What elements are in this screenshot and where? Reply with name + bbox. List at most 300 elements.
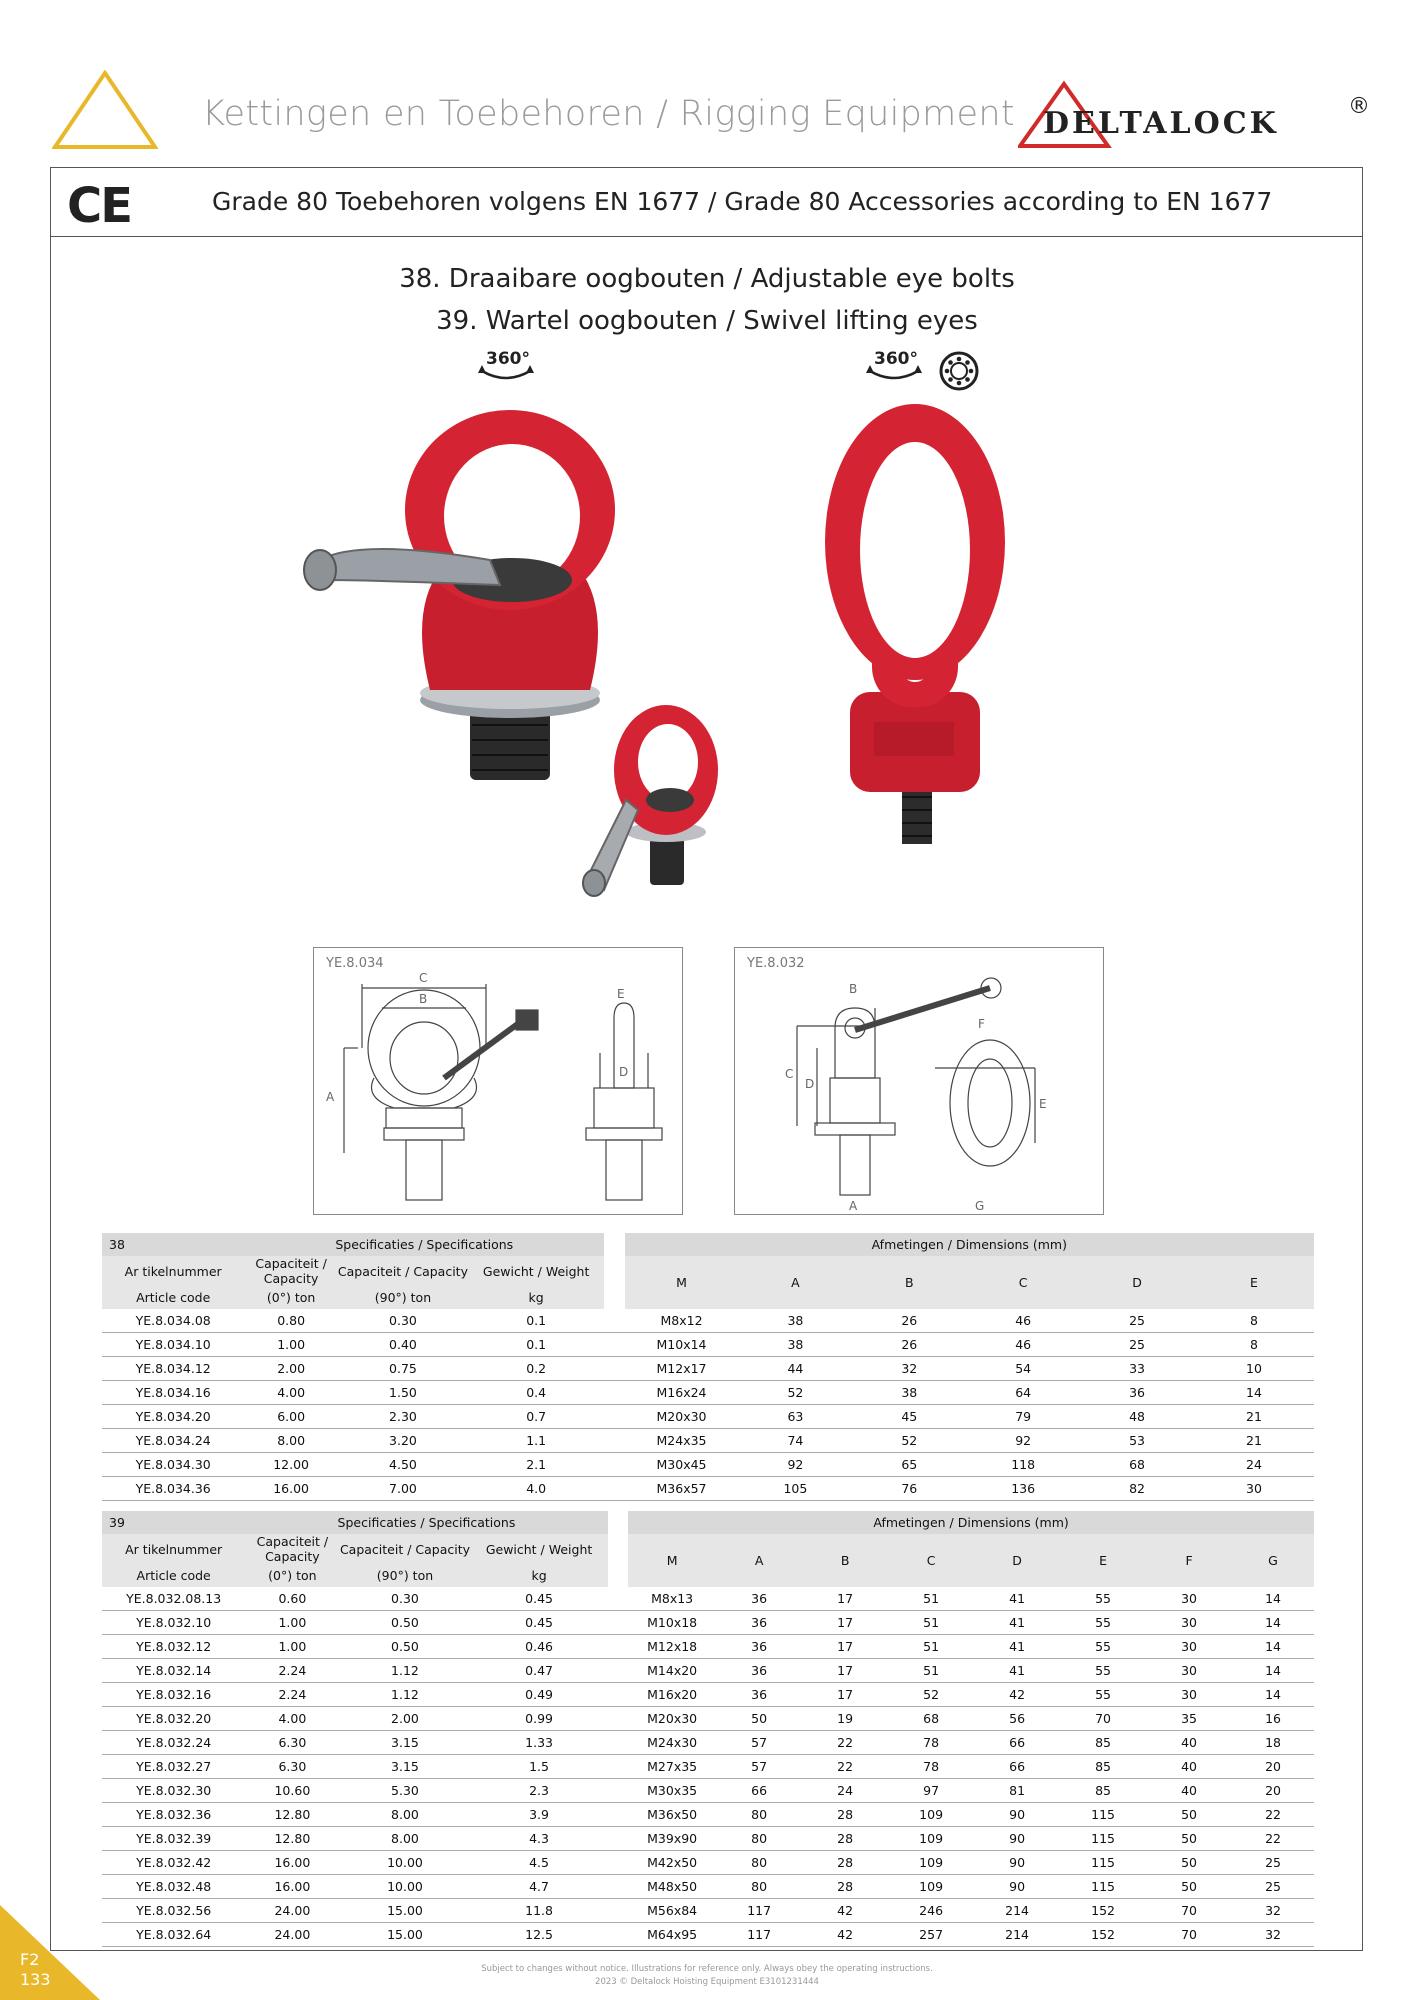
table-row xyxy=(102,1405,1314,1429)
table-row xyxy=(102,1683,1314,1707)
logo-text: DELTALOCK xyxy=(1043,106,1279,141)
spacer-cell xyxy=(604,1357,624,1381)
table-cell: 109 xyxy=(888,1803,974,1827)
article-code-cell: YE.8.032.24 xyxy=(102,1731,245,1755)
table-cell: 38 xyxy=(738,1333,852,1357)
table-cell: 42 xyxy=(802,1923,888,1947)
column-header: Capaciteit / Capacity xyxy=(245,1534,339,1564)
table-39 xyxy=(102,1511,1314,1947)
table-cell: 2.24 xyxy=(245,1659,339,1683)
table-cell: 97 xyxy=(888,1779,974,1803)
table-cell: 16.00 xyxy=(244,1477,338,1501)
table-cell: 55 xyxy=(1060,1659,1146,1683)
table-row xyxy=(102,1899,1314,1923)
column-unit: Article code xyxy=(102,1564,245,1587)
footer-copyright: 2023 © Deltalock Hoisting Equipment E3101231444 xyxy=(595,1977,819,1987)
table-cell: 17 xyxy=(802,1587,888,1611)
table-cell: M8x12 xyxy=(625,1309,739,1333)
table-cell: 92 xyxy=(738,1453,852,1477)
dim-column-header: A xyxy=(716,1534,802,1587)
deltalock-logo xyxy=(1018,80,1368,150)
column-unit: (90°) ton xyxy=(339,1564,470,1587)
spacer-cell xyxy=(604,1333,624,1357)
spacer-cell xyxy=(604,1429,624,1453)
swivel-eye-technical-drawing xyxy=(735,948,1105,1216)
table-cell: 85 xyxy=(1060,1779,1146,1803)
dim-column-header: B xyxy=(802,1534,888,1587)
article-code-cell: YE.8.034.24 xyxy=(102,1429,244,1453)
table-cell: 22 xyxy=(802,1755,888,1779)
table-cell: 214 xyxy=(974,1923,1060,1947)
table-cell: 78 xyxy=(888,1755,974,1779)
table-cell: 30 xyxy=(1194,1477,1314,1501)
table-row xyxy=(102,1923,1314,1947)
table-cell: 36 xyxy=(716,1683,802,1707)
table-cell: 117 xyxy=(716,1923,802,1947)
adjustable-eye-bolt-small-photo xyxy=(578,700,718,900)
table-row xyxy=(102,1659,1314,1683)
table-cell: 0.50 xyxy=(339,1635,470,1659)
table-cell: 66 xyxy=(716,1779,802,1803)
table-subheader-row xyxy=(102,1256,1314,1286)
table-cell: 22 xyxy=(1232,1827,1314,1851)
table-subheader-row xyxy=(102,1534,1314,1564)
column-unit: kg xyxy=(468,1286,604,1309)
article-code-cell: YE.8.032.56 xyxy=(102,1899,245,1923)
table-cell: M10x18 xyxy=(628,1611,716,1635)
article-code-cell: YE.8.032.20 xyxy=(102,1707,245,1731)
table-cell: 80 xyxy=(716,1827,802,1851)
rotation-360-badge-left xyxy=(476,349,536,389)
article-code-cell: YE.8.034.20 xyxy=(102,1405,244,1429)
table-cell: M8x13 xyxy=(628,1587,716,1611)
table-cell: 2.24 xyxy=(245,1683,339,1707)
table-cell: 214 xyxy=(974,1899,1060,1923)
table-cell: 24 xyxy=(1194,1453,1314,1477)
table-cell: 15.00 xyxy=(339,1923,470,1947)
table-cell: 0.1 xyxy=(468,1333,604,1357)
table-cell: 51 xyxy=(888,1635,974,1659)
table-cell: 4.00 xyxy=(245,1707,339,1731)
table-cell: 30 xyxy=(1146,1635,1232,1659)
table-row xyxy=(102,1381,1314,1405)
table-cell: 0.75 xyxy=(338,1357,468,1381)
dim-label-d: D xyxy=(805,1077,815,1091)
table-cell: 2.00 xyxy=(244,1357,338,1381)
table-row xyxy=(102,1333,1314,1357)
article-code-cell: YE.8.032.16 xyxy=(102,1683,245,1707)
rotation-label: 360° xyxy=(874,349,918,369)
table-cell: 17 xyxy=(802,1611,888,1635)
table-cell: 90 xyxy=(974,1875,1060,1899)
table-cell: 2.1 xyxy=(468,1453,604,1477)
column-unit: (0°) ton xyxy=(244,1286,338,1309)
table-cell: 55 xyxy=(1060,1611,1146,1635)
table-cell: 20 xyxy=(1232,1779,1314,1803)
dim-label-g: G xyxy=(975,1199,985,1213)
dim-column-header: D xyxy=(974,1534,1060,1587)
table-cell: 0.7 xyxy=(468,1405,604,1429)
table-cell: 28 xyxy=(802,1875,888,1899)
article-code-cell: YE.8.034.30 xyxy=(102,1453,244,1477)
table-row xyxy=(102,1587,1314,1611)
table-cell: 38 xyxy=(852,1381,966,1405)
logo-registered-mark: ® xyxy=(1348,94,1370,119)
table-cell: 85 xyxy=(1060,1731,1146,1755)
table-row xyxy=(102,1357,1314,1381)
table-cell: 82 xyxy=(1080,1477,1194,1501)
article-code-cell: YE.8.032.10 xyxy=(102,1611,245,1635)
table-cell: 0.80 xyxy=(244,1309,338,1333)
table-cell: 80 xyxy=(716,1851,802,1875)
table-cell: M20x30 xyxy=(628,1707,716,1731)
spacer-cell xyxy=(608,1923,628,1947)
table-cell: 41 xyxy=(974,1587,1060,1611)
table-cell: 28 xyxy=(802,1803,888,1827)
banner-title: Grade 80 Toebehoren volgens EN 1677 / Grade 80 Accessories according to EN 1677 xyxy=(212,187,1273,216)
table-cell: 36 xyxy=(1080,1381,1194,1405)
spacer-cell xyxy=(608,1707,628,1731)
table-row xyxy=(102,1611,1314,1635)
dim-label-c: C xyxy=(419,971,428,985)
table-cell: M39x90 xyxy=(628,1827,716,1851)
triangle-logo-icon xyxy=(52,70,158,150)
table-cell: 48 xyxy=(1080,1405,1194,1429)
spec-header-cell: Specificaties / Specifications xyxy=(244,1233,604,1256)
table-cell: 3.15 xyxy=(339,1731,470,1755)
article-code-cell: YE.8.034.12 xyxy=(102,1357,244,1381)
table-cell: 11.8 xyxy=(470,1899,607,1923)
dim-column-header: E xyxy=(1194,1256,1314,1309)
column-header: Ar tikelnummer xyxy=(102,1534,245,1564)
section-title-38: 38. Draaibare oogbouten / Adjustable eye bolts xyxy=(399,264,1015,294)
table-cell: 12.5 xyxy=(470,1923,607,1947)
article-code-cell: YE.8.034.36 xyxy=(102,1477,244,1501)
table-cell: 8 xyxy=(1194,1333,1314,1357)
table-cell: 50 xyxy=(1146,1827,1232,1851)
table-cell: 3.20 xyxy=(338,1429,468,1453)
table-cell: 30 xyxy=(1146,1683,1232,1707)
table-cell: 74 xyxy=(738,1429,852,1453)
table-cell: 109 xyxy=(888,1851,974,1875)
table-cell: 14 xyxy=(1232,1587,1314,1611)
table-cell: 51 xyxy=(888,1659,974,1683)
spacer-cell xyxy=(608,1611,628,1635)
swivel-lifting-eye-photo xyxy=(810,402,1020,862)
table-cell: M36x57 xyxy=(625,1477,739,1501)
table-cell: M12x17 xyxy=(625,1357,739,1381)
page-section: F2 xyxy=(20,1950,40,1969)
table-cell: 0.60 xyxy=(245,1587,339,1611)
table-cell: M24x35 xyxy=(625,1429,739,1453)
table-cell: 0.30 xyxy=(339,1587,470,1611)
diagram-code: YE.8.034 xyxy=(326,956,384,971)
table-cell: 22 xyxy=(1232,1803,1314,1827)
column-unit: kg xyxy=(470,1564,607,1587)
table-cell: 12.80 xyxy=(245,1827,339,1851)
dim-column-header: E xyxy=(1060,1534,1146,1587)
table-cell: 25 xyxy=(1232,1851,1314,1875)
article-code-cell: YE.8.034.08 xyxy=(102,1309,244,1333)
table-row xyxy=(102,1707,1314,1731)
table-header-row xyxy=(102,1233,1314,1256)
table-cell: 3.15 xyxy=(339,1755,470,1779)
table-cell: 0.46 xyxy=(470,1635,607,1659)
dim-label-e: E xyxy=(617,987,625,1001)
table-cell: 90 xyxy=(974,1803,1060,1827)
table-cell: 6.30 xyxy=(245,1755,339,1779)
spacer-cell xyxy=(608,1851,628,1875)
table-cell: 1.00 xyxy=(245,1611,339,1635)
table-cell: 56 xyxy=(974,1707,1060,1731)
table-cell: 8.00 xyxy=(339,1827,470,1851)
table-cell: M20x30 xyxy=(625,1405,739,1429)
table-cell: 76 xyxy=(852,1477,966,1501)
table-cell: 4.50 xyxy=(338,1453,468,1477)
table-cell: 64 xyxy=(966,1381,1080,1405)
dim-column-header: C xyxy=(966,1256,1080,1309)
table-cell: 1.00 xyxy=(245,1635,339,1659)
table-cell: 36 xyxy=(716,1659,802,1683)
spacer-cell xyxy=(604,1453,624,1477)
table-cell: 4.0 xyxy=(468,1477,604,1501)
table-cell: 7.00 xyxy=(338,1477,468,1501)
spacer-cell xyxy=(608,1755,628,1779)
table-cell: 38 xyxy=(738,1309,852,1333)
table-cell: 26 xyxy=(852,1333,966,1357)
table-cell: 17 xyxy=(802,1659,888,1683)
table-row xyxy=(102,1477,1314,1501)
table-cell: 115 xyxy=(1060,1875,1146,1899)
table-cell: 8.00 xyxy=(339,1803,470,1827)
column-unit: Article code xyxy=(102,1286,244,1309)
diagram-ye-8-032 xyxy=(734,947,1104,1215)
dim-label-a: A xyxy=(326,1090,335,1104)
table-cell: 32 xyxy=(1232,1899,1314,1923)
table-cell: 28 xyxy=(802,1827,888,1851)
table-cell: 4.5 xyxy=(470,1851,607,1875)
table-cell: 20 xyxy=(1232,1755,1314,1779)
table-cell: 52 xyxy=(888,1683,974,1707)
table-cell: 12.80 xyxy=(245,1803,339,1827)
table-cell: 4.00 xyxy=(244,1381,338,1405)
table-cell: 10.00 xyxy=(339,1851,470,1875)
table-cell: 28 xyxy=(802,1851,888,1875)
table-cell: M42x50 xyxy=(628,1851,716,1875)
spacer-cell xyxy=(608,1875,628,1899)
table-cell: 63 xyxy=(738,1405,852,1429)
spacer-cell xyxy=(608,1731,628,1755)
table-cell: 51 xyxy=(888,1587,974,1611)
table-cell: 4.3 xyxy=(470,1827,607,1851)
table-row xyxy=(102,1755,1314,1779)
table-cell: 70 xyxy=(1146,1923,1232,1947)
table-cell: 246 xyxy=(888,1899,974,1923)
article-code-cell: YE.8.032.64 xyxy=(102,1923,245,1947)
table-cell: 14 xyxy=(1232,1683,1314,1707)
table-cell: 115 xyxy=(1060,1803,1146,1827)
table-cell: 0.45 xyxy=(470,1587,607,1611)
table-cell: 44 xyxy=(738,1357,852,1381)
table-cell: 105 xyxy=(738,1477,852,1501)
table-cell: 24.00 xyxy=(245,1899,339,1923)
table-cell: 24.00 xyxy=(245,1923,339,1947)
dim-header-cell: Afmetingen / Dimensions (mm) xyxy=(625,1233,1314,1256)
table-cell: 41 xyxy=(974,1659,1060,1683)
table-cell: 0.40 xyxy=(338,1333,468,1357)
table-cell: 30 xyxy=(1146,1587,1232,1611)
table-cell: 6.30 xyxy=(245,1731,339,1755)
footer xyxy=(0,1963,1414,1989)
table-cell: 152 xyxy=(1060,1899,1146,1923)
rotation-label: 360° xyxy=(486,349,530,369)
table-cell: 55 xyxy=(1060,1587,1146,1611)
spacer-cell xyxy=(608,1803,628,1827)
spacer-cell xyxy=(608,1659,628,1683)
table-row xyxy=(102,1875,1314,1899)
dim-label-b: B xyxy=(849,982,858,996)
table-38 xyxy=(102,1233,1314,1501)
table-cell: 46 xyxy=(966,1309,1080,1333)
table-row xyxy=(102,1827,1314,1851)
article-code-cell: YE.8.032.08.13 xyxy=(102,1587,245,1611)
table-cell: 17 xyxy=(802,1635,888,1659)
table-cell: 66 xyxy=(974,1755,1060,1779)
table-cell: 81 xyxy=(974,1779,1060,1803)
table-cell: 55 xyxy=(1060,1683,1146,1707)
table-cell: 0.49 xyxy=(470,1683,607,1707)
table-cell: 90 xyxy=(974,1827,1060,1851)
table-cell: 1.5 xyxy=(470,1755,607,1779)
table-cell: 50 xyxy=(1146,1875,1232,1899)
table-number-cell: 39 xyxy=(102,1511,245,1534)
table-cell: M16x24 xyxy=(625,1381,739,1405)
table-cell: 36 xyxy=(716,1611,802,1635)
table-cell: 54 xyxy=(966,1357,1080,1381)
table-cell: 36 xyxy=(716,1635,802,1659)
table-cell: 42 xyxy=(802,1899,888,1923)
table-cell: 80 xyxy=(716,1803,802,1827)
column-header: Capaciteit / Capacity xyxy=(338,1256,468,1286)
table-cell: 12.00 xyxy=(244,1453,338,1477)
table-cell: 0.50 xyxy=(339,1611,470,1635)
table-cell: 0.47 xyxy=(470,1659,607,1683)
table-cell: 4.7 xyxy=(470,1875,607,1899)
table-cell: 109 xyxy=(888,1875,974,1899)
dim-column-header: D xyxy=(1080,1256,1194,1309)
column-header: Capaciteit / Capacity xyxy=(244,1256,338,1286)
spacer-cell xyxy=(608,1779,628,1803)
column-unit: (90°) ton xyxy=(338,1286,468,1309)
article-code-cell: YE.8.034.10 xyxy=(102,1333,244,1357)
table-cell: M48x50 xyxy=(628,1875,716,1899)
table-cell: 14 xyxy=(1232,1659,1314,1683)
table-cell: 80 xyxy=(716,1875,802,1899)
section-title-39: 39. Wartel oogbouten / Swivel lifting eyes xyxy=(436,306,978,336)
table-cell: M12x18 xyxy=(628,1635,716,1659)
table-cell: 40 xyxy=(1146,1731,1232,1755)
spacer-cell xyxy=(604,1256,624,1286)
table-cell: 35 xyxy=(1146,1707,1232,1731)
table-cell: 92 xyxy=(966,1429,1080,1453)
table-cell: 3.9 xyxy=(470,1803,607,1827)
table-cell: 21 xyxy=(1194,1405,1314,1429)
table-cell: 79 xyxy=(966,1405,1080,1429)
spacer-cell xyxy=(608,1899,628,1923)
table-cell: M16x20 xyxy=(628,1683,716,1707)
table-cell: 15.00 xyxy=(339,1899,470,1923)
table-cell: 17 xyxy=(802,1683,888,1707)
table-cell: 109 xyxy=(888,1827,974,1851)
table-cell: M27x35 xyxy=(628,1755,716,1779)
table-cell: 51 xyxy=(888,1611,974,1635)
table-cell: M64x95 xyxy=(628,1923,716,1947)
table-cell: 25 xyxy=(1080,1333,1194,1357)
table-cell: 78 xyxy=(888,1731,974,1755)
table-cell: 0.30 xyxy=(338,1309,468,1333)
table-cell: 50 xyxy=(1146,1851,1232,1875)
table-cell: 25 xyxy=(1080,1309,1194,1333)
table-cell: 68 xyxy=(1080,1453,1194,1477)
spacer-cell xyxy=(604,1233,624,1256)
table-cell: 46 xyxy=(966,1333,1080,1357)
dim-label-a: A xyxy=(849,1199,858,1213)
table-cell: 1.1 xyxy=(468,1429,604,1453)
header-title: Kettingen en Toebehoren / Rigging Equipment xyxy=(202,94,1015,134)
table-cell: M30x45 xyxy=(625,1453,739,1477)
diagram-code: YE.8.032 xyxy=(747,956,805,971)
table-cell: M10x14 xyxy=(625,1333,739,1357)
table-cell: 10.00 xyxy=(339,1875,470,1899)
dim-column-header: A xyxy=(738,1256,852,1309)
article-code-cell: YE.8.032.39 xyxy=(102,1827,245,1851)
dim-column-header: G xyxy=(1232,1534,1314,1587)
table-cell: 8 xyxy=(1194,1309,1314,1333)
column-header: Ar tikelnummer xyxy=(102,1256,244,1286)
dim-label-b: B xyxy=(419,992,428,1006)
table-cell: M36x50 xyxy=(628,1803,716,1827)
table-cell: 70 xyxy=(1146,1899,1232,1923)
table-cell: 26 xyxy=(852,1309,966,1333)
table-number-cell: 38 xyxy=(102,1233,244,1256)
footer-disclaimer: Subject to changes without notice. Illustrations for reference only. Always obey the operating instructions. xyxy=(481,1964,933,1974)
spacer-cell xyxy=(608,1683,628,1707)
table-cell: 152 xyxy=(1060,1923,1146,1947)
article-code-cell: YE.8.032.27 xyxy=(102,1755,245,1779)
table-cell: 52 xyxy=(738,1381,852,1405)
rotation-360-badge-right xyxy=(864,349,924,389)
table-cell: M24x30 xyxy=(628,1731,716,1755)
table-cell: 50 xyxy=(716,1707,802,1731)
table-cell: 1.12 xyxy=(339,1659,470,1683)
dim-column-header: B xyxy=(852,1256,966,1309)
dim-column-header: C xyxy=(888,1534,974,1587)
spacer-cell xyxy=(604,1477,624,1501)
table-row xyxy=(102,1851,1314,1875)
spacer-cell xyxy=(604,1381,624,1405)
table-cell: 16.00 xyxy=(245,1851,339,1875)
table-cell: 1.50 xyxy=(338,1381,468,1405)
dim-label-c: C xyxy=(785,1067,794,1081)
article-code-cell: YE.8.032.36 xyxy=(102,1803,245,1827)
spacer-cell xyxy=(608,1534,628,1564)
table-cell: 57 xyxy=(716,1731,802,1755)
table-cell: 0.2 xyxy=(468,1357,604,1381)
table-cell: 115 xyxy=(1060,1851,1146,1875)
table-cell: 6.00 xyxy=(244,1405,338,1429)
dim-column-header: M xyxy=(628,1534,716,1587)
table-cell: 50 xyxy=(1146,1803,1232,1827)
